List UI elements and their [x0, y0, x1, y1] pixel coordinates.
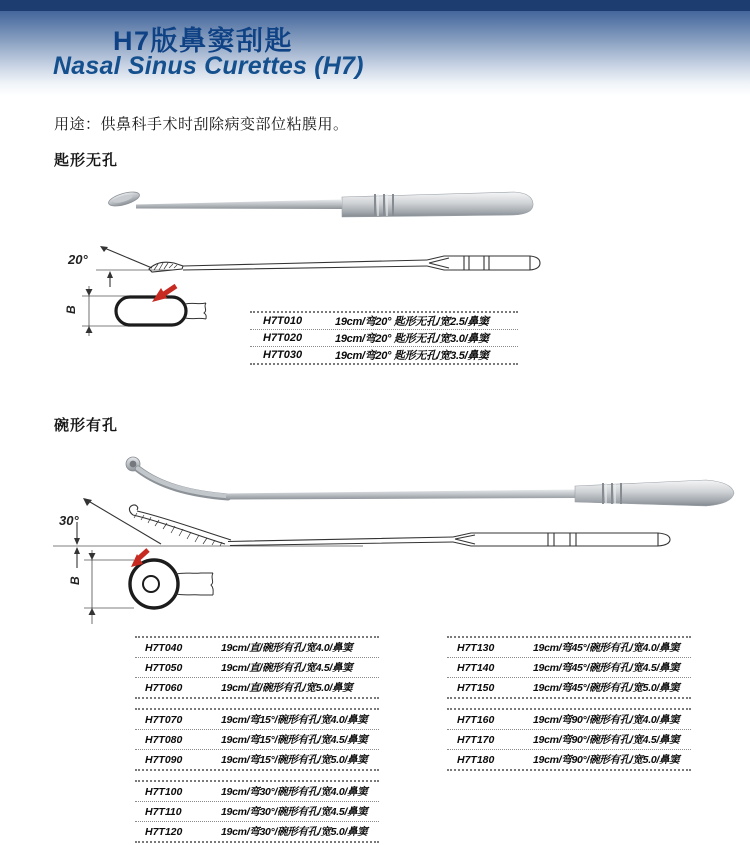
table-row — [135, 802, 379, 822]
spec-text: 19cm/弯15°/碗形有孔/宽4.0/鼻窦 — [221, 714, 368, 726]
table-row — [447, 658, 691, 678]
spec-text: 19cm/弯20° 匙形无孔/宽3.5/鼻窦 — [335, 350, 489, 362]
table-row — [447, 750, 691, 769]
model-code: H7T030 — [263, 349, 303, 361]
table-row — [135, 782, 379, 802]
model-code: H7T110 — [145, 805, 182, 818]
spec-text: 19cm/弯30°/碗形有孔/宽5.0/鼻窦 — [221, 826, 368, 838]
spoon-tip — [107, 189, 141, 209]
table-row — [135, 750, 379, 769]
model-code: H7T150 — [457, 681, 495, 694]
spec-text: 19cm/弯15°/碗形有孔/宽5.0/鼻窦 — [221, 754, 368, 766]
model-code: H7T050 — [145, 661, 183, 674]
bowl-90-spec-table — [447, 708, 691, 771]
model-code: H7T140 — [457, 661, 495, 674]
bowl-cross-section — [68, 547, 233, 629]
shaft — [136, 200, 342, 210]
bowl-30-spec-table — [135, 780, 379, 843]
header-top-bar — [0, 0, 750, 11]
width-b-label: B — [68, 576, 82, 585]
section1-heading: 匙形无孔 — [54, 152, 119, 169]
table-row — [250, 330, 518, 347]
model-code: H7T170 — [457, 733, 495, 746]
width-b-label: B — [64, 305, 78, 314]
model-code: H7T080 — [145, 733, 183, 746]
spec-text: 19cm/弯30°/碗形有孔/宽4.0/鼻窦 — [221, 786, 368, 798]
bowl-45-spec-table — [447, 636, 691, 699]
model-code: H7T180 — [457, 753, 495, 766]
section2-heading: 碗形有孔 — [54, 417, 119, 434]
table-row — [135, 678, 379, 697]
spec-text: 19cm/弯90°/碗形有孔/宽4.5/鼻窦 — [533, 734, 680, 746]
dim-arrowhead — [89, 608, 96, 615]
page-title-zh: H7版鼻窦刮匙 — [113, 26, 294, 56]
bowl-15-spec-table — [135, 708, 379, 771]
model-code: H7T060 — [145, 681, 183, 694]
spec-text: 19cm/直/碗形有孔/宽4.0/鼻窦 — [221, 642, 353, 654]
spoon-spec-table — [250, 311, 518, 365]
spec-text: 19cm/弯45°/碗形有孔/宽4.0/鼻窦 — [533, 642, 680, 654]
model-code: H7T020 — [263, 332, 303, 344]
table-row — [447, 710, 691, 730]
angle-label: 20° — [68, 252, 88, 267]
shaft-stub — [185, 303, 206, 319]
usage-note: 用途：供鼻科手术时刮除病变部位粘膜用。 — [54, 116, 349, 133]
table-row — [447, 678, 691, 697]
spec-text: 19cm/弯45°/碗形有孔/宽4.5/鼻窦 — [533, 662, 680, 674]
model-code: H7T130 — [457, 641, 495, 654]
model-code: H7T120 — [145, 825, 183, 838]
dim-arrowhead — [86, 289, 93, 296]
bowl-straight-spec-table — [135, 636, 379, 699]
spoon-curette-photo — [90, 181, 535, 237]
dim-arrowhead — [107, 271, 113, 278]
table-row — [250, 347, 518, 363]
table-row — [447, 730, 691, 750]
handle — [342, 192, 533, 217]
spoon-curette-drawing — [52, 237, 552, 289]
spec-text: 19cm/弯15°/碗形有孔/宽4.5/鼻窦 — [221, 734, 368, 746]
spec-text: 19cm/弯45°/碗形有孔/宽5.0/鼻窦 — [533, 682, 680, 694]
bowl-hole — [143, 576, 159, 592]
spec-text: 19cm/弯90°/碗形有孔/宽4.0/鼻窦 — [533, 714, 680, 726]
table-row — [135, 822, 379, 841]
spoon-outline — [116, 297, 186, 325]
model-code: H7T040 — [145, 641, 183, 654]
shaft-stub — [175, 573, 213, 595]
dim-arrowhead — [89, 553, 96, 560]
spec-text: 19cm/直/碗形有孔/宽5.0/鼻窦 — [221, 682, 353, 694]
model-code: H7T010 — [263, 315, 303, 327]
spec-text: 19cm/弯90°/碗形有孔/宽5.0/鼻窦 — [533, 754, 680, 766]
spoon-cross-section — [62, 283, 212, 339]
model-code: H7T160 — [457, 713, 495, 726]
table-row — [447, 638, 691, 658]
table-row — [135, 710, 379, 730]
model-code: H7T070 — [145, 713, 183, 726]
spec-text: 19cm/弯20° 匙形无孔/宽3.0/鼻窦 — [335, 333, 489, 345]
spec-text: 19cm/弯30°/碗形有孔/宽4.5/鼻窦 — [221, 806, 368, 818]
table-row — [250, 313, 518, 330]
cup-hole — [130, 461, 137, 468]
model-code: H7T090 — [145, 753, 183, 766]
dim-arrowhead — [86, 326, 93, 333]
angle-label: 30° — [59, 513, 79, 528]
spec-text: 19cm/直/碗形有孔/宽4.5/鼻窦 — [221, 662, 353, 674]
page-title-en: Nasal Sinus Curettes (H7) — [53, 52, 364, 80]
model-code: H7T100 — [145, 785, 183, 798]
table-row — [135, 730, 379, 750]
spec-text: 19cm/弯20° 匙形无孔/宽2.5/鼻窦 — [335, 316, 489, 328]
dim-arrowhead — [74, 538, 80, 545]
table-row — [135, 658, 379, 678]
table-row — [135, 638, 379, 658]
